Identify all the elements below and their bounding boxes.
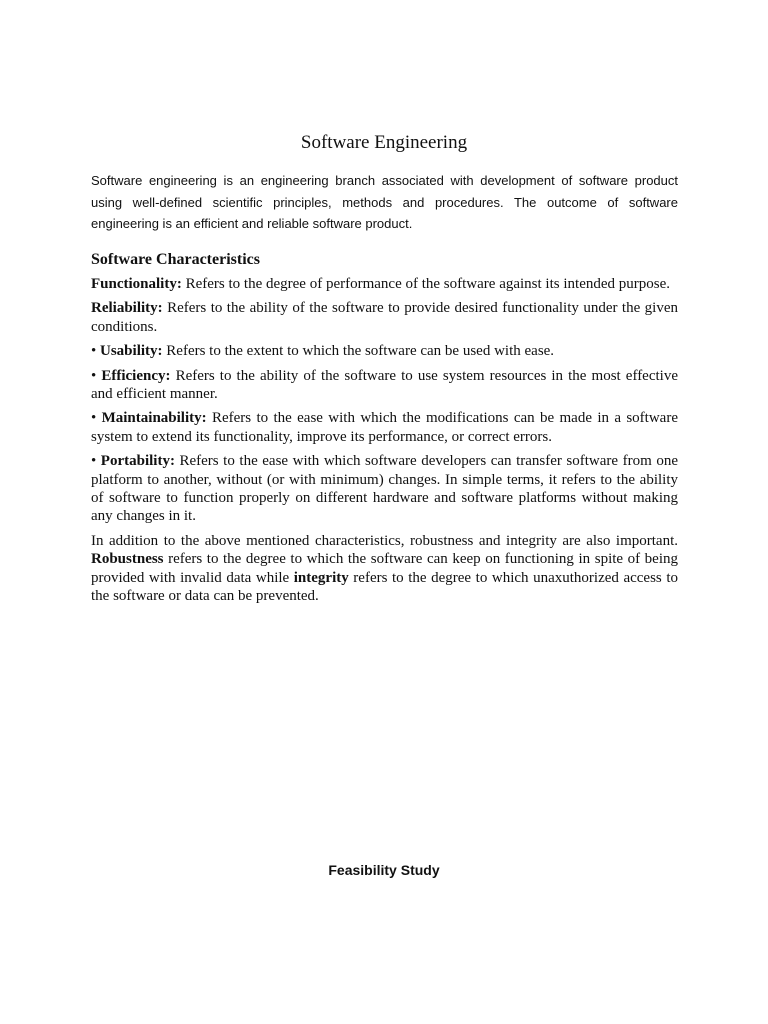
item-term: Portability: bbox=[100, 453, 175, 470]
closing-text-2: refers to the degree to which the software can keep on functioning in spite of being provided with invalid data while bbox=[91, 551, 678, 586]
characteristic-functionality bbox=[91, 275, 678, 293]
item-term: Maintainability: bbox=[101, 410, 207, 427]
section-heading: Software Characteristics bbox=[91, 251, 260, 268]
item-term: Efficiency: bbox=[101, 367, 171, 384]
closing-term-integrity: integrity bbox=[293, 569, 349, 586]
item-bullet: • bbox=[91, 343, 101, 360]
item-bullet: • bbox=[91, 367, 102, 384]
characteristic-efficiency bbox=[91, 367, 678, 404]
characteristic-portability bbox=[91, 452, 678, 526]
item-term: Reliability: bbox=[91, 300, 163, 317]
closing-term-robustness: Robustness bbox=[91, 551, 164, 568]
characteristic-usability bbox=[91, 342, 678, 360]
characteristics-section bbox=[91, 249, 678, 612]
characteristic-reliability bbox=[91, 299, 678, 336]
item-text: Refers to the extent to which the software can be used with ease. bbox=[162, 343, 555, 360]
closing-paragraph bbox=[91, 532, 678, 606]
item-term: Functionality: bbox=[91, 276, 182, 292]
intro-paragraph: Software engineering is an engineering branch associated with development of software product using well-defined scientific principles, methods and procedures. The outcome of software engineering is an efficient and reliable software product. bbox=[91, 173, 678, 231]
closing-text-3: refers to the degree to which unaxuthorized access to the software or data can be prevented. bbox=[91, 569, 678, 605]
item-text: Refers to the ease with which software developers can transfer software from one platform to another, without (or with minimum) changes. In simple terms, it refers to the ability of software to function properly on different hardware and software platforms without making any changes in it. bbox=[91, 453, 678, 525]
document-title: Software Engineering bbox=[300, 132, 468, 153]
item-text: Refers to the degree of performance of the software against its intended purpose. bbox=[181, 276, 670, 292]
item-term: Usability: bbox=[100, 343, 163, 360]
item-text: Refers to the ability of the software to use system resources in the most effective and efficient manner. bbox=[91, 367, 678, 403]
item-bullet: • bbox=[91, 410, 102, 427]
item-text: Refers to the ability of the software to provide desired functionality under the given conditions. bbox=[91, 300, 678, 335]
next-section-heading: Feasibility Study bbox=[328, 862, 440, 878]
item-bullet: • bbox=[91, 453, 101, 470]
characteristic-maintainability bbox=[91, 409, 678, 446]
closing-text-1: In addition to the above mentioned characteristics, robustness and integrity are also important. bbox=[91, 532, 678, 549]
item-text: Refers to the ease with which the modifications can be made in a software system to extend its functionality, improve its performance, or correct errors. bbox=[91, 410, 678, 445]
